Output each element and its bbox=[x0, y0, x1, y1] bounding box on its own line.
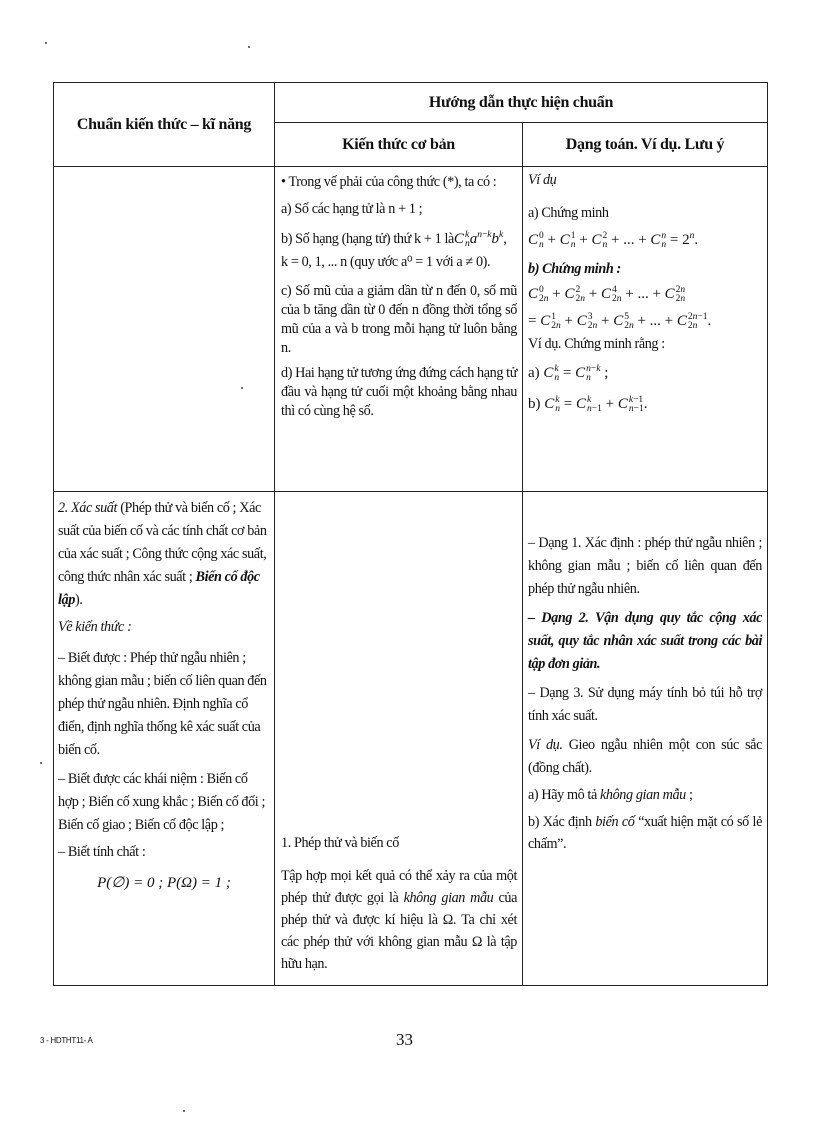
knowledge-label: Về kiến thức : bbox=[58, 619, 132, 635]
scan-speck bbox=[248, 46, 250, 48]
identity-sum-formula: C 0 n + C 1 n + C 2 n + ... + C n n = $2^n$. bbox=[528, 230, 699, 250]
binomial-item-b: b) Số hạng (hạng tử) thứ k + 1 là bbox=[281, 231, 454, 247]
exercise-type-2: – Dạng 2. Vận dụng quy tắc cộng xác suất, quy tắc nhân xác suất trong các bài tập đơn giản. bbox=[528, 610, 762, 672]
row1-standards-cell bbox=[54, 167, 275, 492]
example-label: Ví dụ bbox=[528, 172, 557, 188]
header-basic-knowledge-label: Kiến thức cơ bản bbox=[342, 135, 455, 153]
row2-standards-cell bbox=[54, 492, 275, 986]
header-basic-knowledge bbox=[275, 123, 523, 167]
question-b: b) Xác định bbox=[528, 814, 596, 830]
probability-title: 2. Xác suất bbox=[58, 500, 118, 516]
binomial-item-d: d) Hai hạng tử tương ứng đứng cách hạng tử đầu và hạng tử cuối một khoảng bằng nhau thì có cùng hệ số. bbox=[281, 365, 517, 419]
sample-space-text-cont: của phép thử và được kí hiệu là Ω. Ta chỉ xét các phép thử với không gian mẫu Ω là tập hữu hạn. bbox=[281, 890, 518, 972]
binomial-item-c: c) Số mũ của a giảm dần từ n đến 0, số mũ của b tăng dần từ 0 đến n đồng thời tổng số mũ của a và b trong mỗi hạng tử luôn bằng n. bbox=[281, 283, 517, 356]
pascal-formula: b) C k n = C k n−1 + C k−1 n−1 . bbox=[528, 394, 648, 414]
sample-space-title: 1. Phép thử và biến cố bbox=[281, 835, 399, 851]
sample-space-text: Tập hợp mọi kết quả có thể xảy ra của một phép thử được gọi là bbox=[281, 868, 517, 906]
standards-table bbox=[53, 82, 768, 986]
row2-exercise-cell bbox=[523, 492, 768, 986]
header-standards bbox=[54, 83, 275, 167]
header-guidance bbox=[275, 83, 768, 123]
binomial-item-b-cont: k = 0, 1, ... n (quy ước a⁰ = 1 với a ≠ 0). bbox=[281, 254, 491, 270]
knowledge-item-1: – Biết được : Phép thử ngẫu nhiên ; không gian mẫu ; biến cố liên quan đến phép thử ngẫu nhiên. Định nghĩa cổ điển, định nghĩa thống kê xác suất của biến cố. bbox=[58, 650, 267, 758]
header-exercise-types-label: Dạng toán. Ví dụ. Lưu ý bbox=[565, 135, 725, 153]
prove-a-label: a) Chứng minh bbox=[528, 205, 609, 221]
exercise-type-1: – Dạng 1. Xác định : phép thử ngẫu nhiên ; không gian mẫu ; biến cố liên quan đến phép thử ngẫu nhiên. bbox=[528, 535, 762, 597]
probability-desc-end: ). bbox=[74, 592, 83, 608]
knowledge-item-3: – Biết tính chất : bbox=[58, 844, 146, 860]
general-term-formula: C k n $a^{n-k}b^k$, bbox=[453, 229, 507, 249]
row2-basic-cell bbox=[275, 492, 523, 986]
scan-speck bbox=[40, 762, 42, 764]
odd-sum-formula: = C 1 2n + C 3 2n + C 5 2n + ... + C 2n−1 2n . bbox=[528, 311, 712, 331]
scan-speck bbox=[183, 1110, 185, 1112]
even-sum-formula: C 0 2n + C 2 2n + C 4 2n + ... + C 2n 2n bbox=[528, 284, 686, 304]
binomial-item-a: a) Số các hạng tử là n + 1 ; bbox=[281, 201, 423, 217]
scan-speck bbox=[45, 42, 47, 44]
binomial-intro: Trong vế phải của công thức (*), ta có : bbox=[288, 174, 497, 190]
page-number: 33 bbox=[396, 1030, 413, 1049]
dice-example-label: Ví dụ. bbox=[528, 737, 563, 753]
bullet: • bbox=[281, 174, 289, 190]
sample-space-term: không gian mẫu bbox=[403, 890, 494, 906]
header-guidance-label: Hướng dẫn thực hiện chuẩn bbox=[428, 93, 614, 111]
probability-desc: (Phép thử và biến cố ; Xác suất của biến cố và các tính chất cơ bản của xác suất ; Công thức cộng xác suất, công thức nhân xác suất ; bbox=[58, 500, 267, 585]
question-a-end: ; bbox=[685, 787, 693, 803]
knowledge-item-2: – Biết được các khái niệm : Biến cố hợp ; Biến cố xung khắc ; Biến cố đối ; Biến cố giao ; Biến cố độc lập ; bbox=[58, 771, 266, 833]
question-a-term: không gian mẫu bbox=[600, 787, 686, 803]
row1-basic-cell bbox=[275, 167, 523, 492]
question-a: a) Hãy mô tả bbox=[528, 787, 601, 803]
header-exercise-types bbox=[523, 123, 768, 167]
footer-code: 3 - HDTHT11- A bbox=[40, 1036, 93, 1045]
symmetry-formula: a) C k n = C n−k n ; bbox=[528, 363, 609, 383]
question-b-end: “xuất hiện mặt có số lẻ chấm”. bbox=[528, 814, 762, 852]
exercise-type-3: – Dạng 3. Sử dụng máy tính bỏ túi hỗ trợ tính xác suất. bbox=[528, 685, 762, 724]
example2-label: Ví dụ. Chứng minh rằng : bbox=[528, 336, 665, 352]
question-b-term: biến cố bbox=[595, 814, 635, 830]
header-standards-label: Chuẩn kiến thức – kĩ năng bbox=[76, 115, 252, 133]
independent-events-label: Biến cố độc lập bbox=[58, 569, 260, 608]
probability-property-formula: P(∅) = 0 ; P(Ω) = 1 ; bbox=[97, 875, 231, 891]
row1-exercise-cell bbox=[523, 167, 768, 492]
prove-b-label: b) Chứng minh : bbox=[528, 261, 621, 277]
dice-example-text: Gieo ngẫu nhiên một con súc sắc (đồng chất). bbox=[528, 737, 762, 776]
